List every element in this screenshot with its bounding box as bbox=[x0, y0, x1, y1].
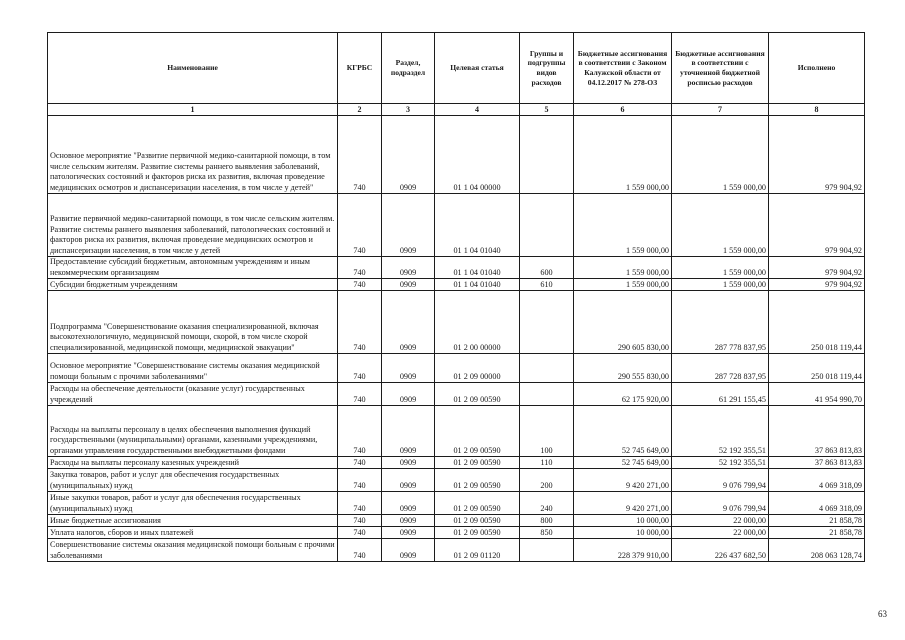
col-number: 7 bbox=[672, 104, 769, 116]
row-refined-amount: 61 291 155,45 bbox=[672, 383, 769, 406]
row-kgrbs: 740 bbox=[338, 469, 382, 492]
row-law-amount: 9 420 271,00 bbox=[574, 469, 672, 492]
row-expense-group: 610 bbox=[520, 279, 574, 291]
row-executed-amount: 21 858,78 bbox=[769, 515, 865, 527]
row-law-amount: 1 559 000,00 bbox=[574, 116, 672, 194]
row-executed-amount: 21 858,78 bbox=[769, 527, 865, 539]
row-section: 0909 bbox=[382, 354, 435, 383]
col-number: 3 bbox=[382, 104, 435, 116]
row-law-amount: 62 175 920,00 bbox=[574, 383, 672, 406]
table-row bbox=[48, 406, 865, 457]
row-name: Расходы на обеспечение деятельности (оказание услуг) государственных учреждений bbox=[48, 383, 338, 406]
row-refined-amount: 22 000,00 bbox=[672, 527, 769, 539]
row-law-amount: 228 379 910,00 bbox=[574, 539, 672, 562]
row-executed-amount: 208 063 128,74 bbox=[769, 539, 865, 562]
row-name: Основное мероприятие "Развитие первичной медико-санитарной помощи, в том числе сельским жителям. Развитие системы раннего выявления заболеваний, патологических состояний и факторов риска их развития, включая проведение медицинских осмотров и диспансеризации населения, в том числе у детей" bbox=[48, 116, 338, 194]
row-expense-group: 100 bbox=[520, 406, 574, 457]
col-number: 4 bbox=[435, 104, 520, 116]
row-kgrbs: 740 bbox=[338, 291, 382, 354]
header-target: Целевая статья bbox=[435, 33, 520, 104]
row-law-amount: 52 745 649,00 bbox=[574, 457, 672, 469]
table-row bbox=[48, 492, 865, 515]
row-kgrbs: 740 bbox=[338, 383, 382, 406]
row-expense-group: 110 bbox=[520, 457, 574, 469]
page-number: 63 bbox=[878, 609, 887, 619]
row-target-article: 01 2 09 00590 bbox=[435, 515, 520, 527]
table-row bbox=[48, 116, 865, 194]
row-executed-amount: 250 018 119,44 bbox=[769, 291, 865, 354]
row-expense-group bbox=[520, 354, 574, 383]
row-section: 0909 bbox=[382, 406, 435, 457]
row-section: 0909 bbox=[382, 515, 435, 527]
row-name: Предоставление субсидий бюджетным, автономным учреждениям и иным некоммерческим организациям bbox=[48, 257, 338, 279]
table-row bbox=[48, 539, 865, 562]
row-refined-amount: 1 559 000,00 bbox=[672, 194, 769, 257]
row-name: Иные бюджетные ассигнования bbox=[48, 515, 338, 527]
col-number: 2 bbox=[338, 104, 382, 116]
row-section: 0909 bbox=[382, 194, 435, 257]
row-expense-group bbox=[520, 291, 574, 354]
row-executed-amount: 979 904,92 bbox=[769, 257, 865, 279]
budget-table bbox=[47, 32, 865, 562]
header-section: Раздел, подраздел bbox=[382, 33, 435, 104]
col-number: 8 bbox=[769, 104, 865, 116]
table-row bbox=[48, 354, 865, 383]
row-kgrbs: 740 bbox=[338, 354, 382, 383]
row-expense-group: 800 bbox=[520, 515, 574, 527]
row-expense-group bbox=[520, 194, 574, 257]
row-law-amount: 10 000,00 bbox=[574, 527, 672, 539]
row-law-amount: 1 559 000,00 bbox=[574, 257, 672, 279]
row-law-amount: 290 605 830,00 bbox=[574, 291, 672, 354]
row-executed-amount: 979 904,92 bbox=[769, 279, 865, 291]
table-row bbox=[48, 527, 865, 539]
row-section: 0909 bbox=[382, 457, 435, 469]
row-kgrbs: 740 bbox=[338, 406, 382, 457]
row-name: Расходы на выплаты персоналу в целях обеспечения выполнения функций государственными (муниципальными) органами, казенными учреждениями, органами управления государственными внебюджетными фондами bbox=[48, 406, 338, 457]
row-target-article: 01 2 09 00590 bbox=[435, 457, 520, 469]
row-name: Закупка товаров, работ и услуг для обеспечения государственных (муниципальных) нужд bbox=[48, 469, 338, 492]
row-kgrbs: 740 bbox=[338, 194, 382, 257]
row-kgrbs: 740 bbox=[338, 257, 382, 279]
row-name: Основное мероприятие "Совершенствование системы оказания медицинской помощи больным с прочими заболеваниями" bbox=[48, 354, 338, 383]
row-section: 0909 bbox=[382, 469, 435, 492]
row-target-article: 01 2 09 00000 bbox=[435, 354, 520, 383]
row-name: Субсидии бюджетным учреждениям bbox=[48, 279, 338, 291]
row-law-amount: 10 000,00 bbox=[574, 515, 672, 527]
col-number: 5 bbox=[520, 104, 574, 116]
row-section: 0909 bbox=[382, 257, 435, 279]
row-law-amount: 9 420 271,00 bbox=[574, 492, 672, 515]
row-expense-group bbox=[520, 539, 574, 562]
row-kgrbs: 740 bbox=[338, 457, 382, 469]
row-section: 0909 bbox=[382, 492, 435, 515]
row-section: 0909 bbox=[382, 527, 435, 539]
row-name: Развитие первичной медико-санитарной помощи, в том числе сельским жителям. Развитие системы раннего выявления заболеваний, патологических состояний и факторов риска их развития, включая проведение медицинских осмотров и диспансеризации населения, в том числе у детей bbox=[48, 194, 338, 257]
row-refined-amount: 52 192 355,51 bbox=[672, 406, 769, 457]
row-expense-group: 240 bbox=[520, 492, 574, 515]
row-section: 0909 bbox=[382, 383, 435, 406]
table-row bbox=[48, 257, 865, 279]
header-executed: Исполнено bbox=[769, 33, 865, 104]
row-name: Иные закупки товаров, работ и услуг для обеспечения государственных (муниципальных) нужд bbox=[48, 492, 338, 515]
row-section: 0909 bbox=[382, 279, 435, 291]
row-kgrbs: 740 bbox=[338, 539, 382, 562]
row-target-article: 01 2 09 01120 bbox=[435, 539, 520, 562]
column-number-row bbox=[48, 104, 865, 116]
row-section: 0909 bbox=[382, 116, 435, 194]
row-name: Расходы на выплаты персоналу казенных учреждений bbox=[48, 457, 338, 469]
row-expense-group: 200 bbox=[520, 469, 574, 492]
row-target-article: 01 1 04 00000 bbox=[435, 116, 520, 194]
row-refined-amount: 1 559 000,00 bbox=[672, 279, 769, 291]
col-number: 1 bbox=[48, 104, 338, 116]
row-target-article: 01 2 09 00590 bbox=[435, 492, 520, 515]
row-target-article: 01 1 04 01040 bbox=[435, 257, 520, 279]
table-row bbox=[48, 515, 865, 527]
row-kgrbs: 740 bbox=[338, 515, 382, 527]
row-refined-amount: 1 559 000,00 bbox=[672, 257, 769, 279]
table-row bbox=[48, 194, 865, 257]
row-law-amount: 1 559 000,00 bbox=[574, 194, 672, 257]
row-expense-group bbox=[520, 116, 574, 194]
header-law: Бюджетные ассигнования в соответствии с Законом Калужской области от 04.12.2017 № 278-ОЗ bbox=[574, 33, 672, 104]
row-kgrbs: 740 bbox=[338, 492, 382, 515]
row-expense-group: 850 bbox=[520, 527, 574, 539]
row-target-article: 01 1 04 01040 bbox=[435, 194, 520, 257]
row-target-article: 01 2 09 00590 bbox=[435, 383, 520, 406]
table-row bbox=[48, 469, 865, 492]
row-executed-amount: 979 904,92 bbox=[769, 116, 865, 194]
row-refined-amount: 226 437 682,50 bbox=[672, 539, 769, 562]
table-row bbox=[48, 383, 865, 406]
row-target-article: 01 1 04 01040 bbox=[435, 279, 520, 291]
row-executed-amount: 4 069 318,09 bbox=[769, 492, 865, 515]
row-kgrbs: 740 bbox=[338, 527, 382, 539]
row-refined-amount: 9 076 799,94 bbox=[672, 469, 769, 492]
row-name: Совершенствование системы оказания медицинской помощи больным с прочими заболеваниями bbox=[48, 539, 338, 562]
row-name: Уплата налогов, сборов и иных платежей bbox=[48, 527, 338, 539]
header-refined: Бюджетные ассигнования в соответствии с уточненной бюджетной росписью расходов bbox=[672, 33, 769, 104]
row-expense-group: 600 bbox=[520, 257, 574, 279]
row-refined-amount: 22 000,00 bbox=[672, 515, 769, 527]
table-body bbox=[48, 116, 865, 562]
table-row bbox=[48, 279, 865, 291]
row-section: 0909 bbox=[382, 539, 435, 562]
row-expense-group bbox=[520, 383, 574, 406]
row-law-amount: 1 559 000,00 bbox=[574, 279, 672, 291]
row-executed-amount: 37 863 813,83 bbox=[769, 406, 865, 457]
row-executed-amount: 979 904,92 bbox=[769, 194, 865, 257]
row-refined-amount: 287 728 837,95 bbox=[672, 354, 769, 383]
row-target-article: 01 2 09 00590 bbox=[435, 469, 520, 492]
row-executed-amount: 41 954 990,70 bbox=[769, 383, 865, 406]
row-executed-amount: 37 863 813,83 bbox=[769, 457, 865, 469]
header-name: Наименование bbox=[48, 33, 338, 104]
row-law-amount: 290 555 830,00 bbox=[574, 354, 672, 383]
row-law-amount: 52 745 649,00 bbox=[574, 406, 672, 457]
row-target-article: 01 2 00 00000 bbox=[435, 291, 520, 354]
row-executed-amount: 4 069 318,09 bbox=[769, 469, 865, 492]
row-kgrbs: 740 bbox=[338, 116, 382, 194]
row-refined-amount: 52 192 355,51 bbox=[672, 457, 769, 469]
row-executed-amount: 250 018 119,44 bbox=[769, 354, 865, 383]
col-number: 6 bbox=[574, 104, 672, 116]
row-target-article: 01 2 09 00590 bbox=[435, 527, 520, 539]
row-refined-amount: 9 076 799,94 bbox=[672, 492, 769, 515]
row-section: 0909 bbox=[382, 291, 435, 354]
row-name: Подпрограмма "Совершенствование оказания специализированной, включая высокотехнологичную, медицинской помощи, скорой, в том числе скорой специализированной, медицинской помощи, медицинской эвакуации" bbox=[48, 291, 338, 354]
table-row bbox=[48, 291, 865, 354]
row-refined-amount: 287 778 837,95 bbox=[672, 291, 769, 354]
row-kgrbs: 740 bbox=[338, 279, 382, 291]
header-row bbox=[48, 33, 865, 104]
row-refined-amount: 1 559 000,00 bbox=[672, 116, 769, 194]
header-kgrbs: КГРБС bbox=[338, 33, 382, 104]
row-target-article: 01 2 09 00590 bbox=[435, 406, 520, 457]
header-group: Группы и подгруппы видов расходов bbox=[520, 33, 574, 104]
table-row bbox=[48, 457, 865, 469]
